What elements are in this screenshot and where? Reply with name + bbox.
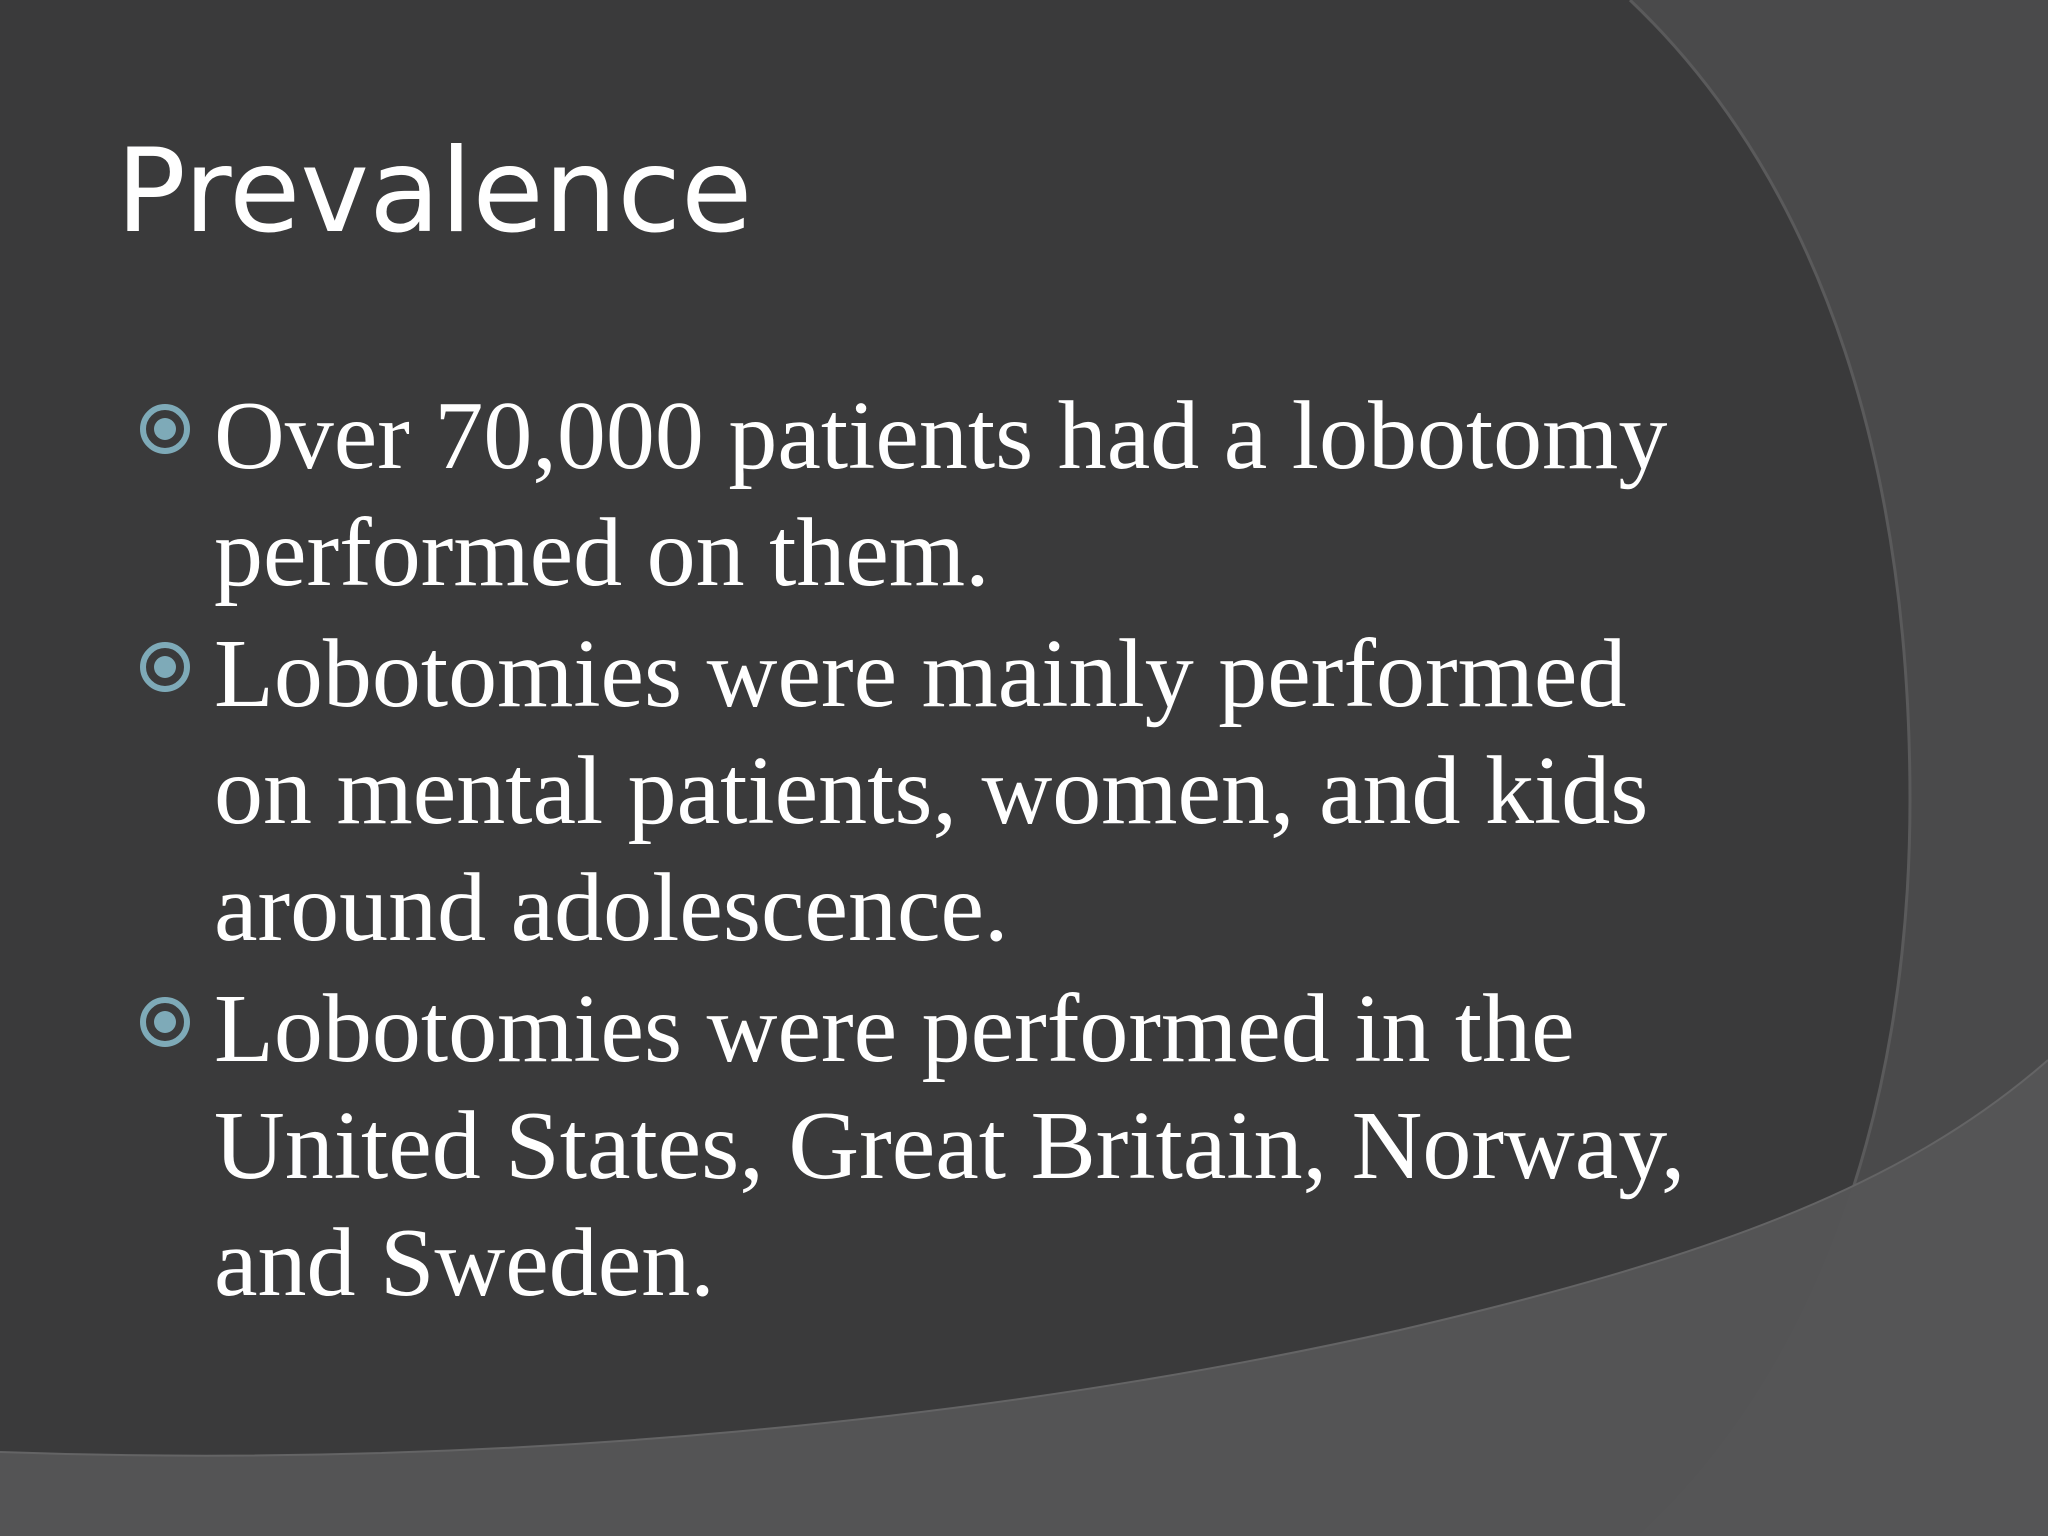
bullet-item bbox=[138, 971, 1738, 1322]
bullet-item bbox=[138, 378, 1738, 612]
bullet-text: Lobotomies were mainly performed on mental patients, women, and kids around adolescence. bbox=[214, 620, 1649, 962]
slide-title: Prevalence bbox=[116, 124, 753, 259]
bullet-text: Over 70,000 patients had a lobotomy performed on them. bbox=[214, 382, 1668, 607]
target-bullet-icon bbox=[138, 995, 192, 1049]
target-bullet-icon bbox=[138, 640, 192, 694]
target-bullet-icon bbox=[138, 402, 192, 456]
bullet-list bbox=[138, 378, 1738, 1326]
bullet-text: Lobotomies were performed in the United States, Great Britain, Norway, and Sweden. bbox=[214, 975, 1686, 1317]
bullet-item bbox=[138, 616, 1738, 967]
